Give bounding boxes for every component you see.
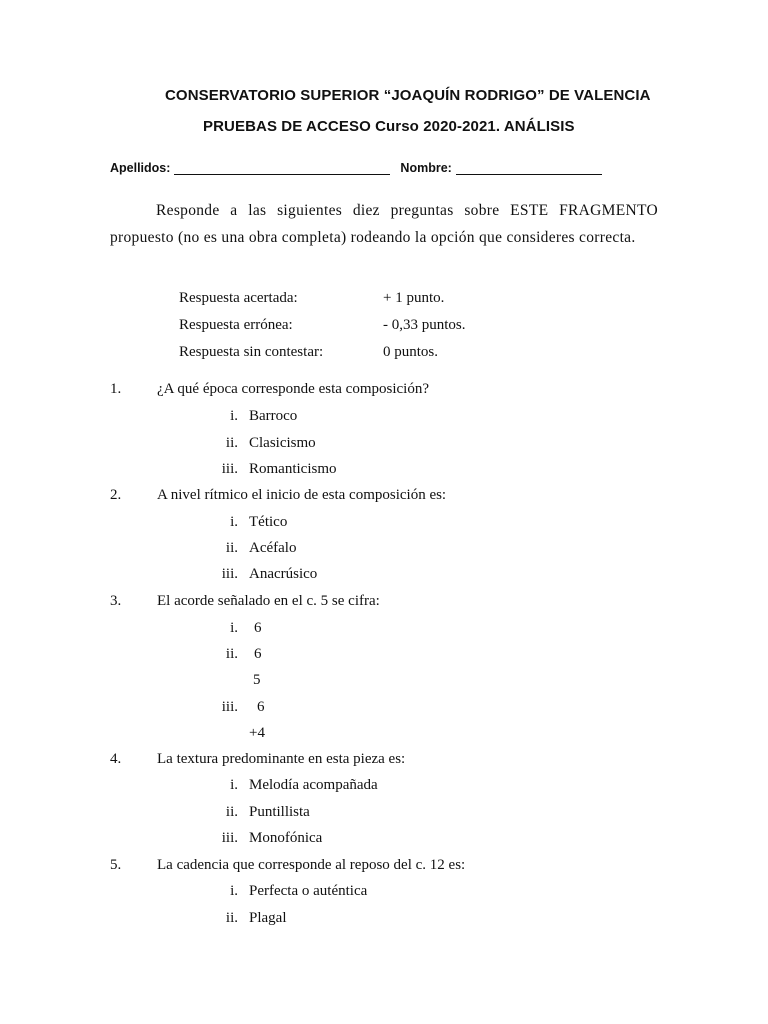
option-text: Barroco	[249, 408, 298, 424]
option-numeral: ii.	[225, 910, 238, 926]
option-text: Melodía acompañada	[249, 777, 378, 793]
option-text: Acéfalo	[249, 540, 297, 556]
question-text: ¿A qué época corresponde esta composición?	[157, 381, 429, 397]
option-numeral: iii.	[221, 830, 238, 846]
exam-title: PRUEBAS DE ACCESO Curso 2020-2021. ANÁLISIS	[203, 118, 575, 135]
scoring-label: Respuesta sin contestar:	[179, 344, 324, 360]
question-text: El acorde señalado en el c. 5 se cifra:	[157, 593, 380, 609]
apellidos-label: Apellidos:	[110, 161, 171, 175]
figured-bass-top: 6	[254, 620, 262, 636]
scoring-value: - 0,33 puntos.	[383, 317, 466, 333]
question-number: 2.	[110, 487, 122, 503]
option-numeral: ii.	[225, 435, 238, 451]
figured-bass-top: 6	[254, 646, 262, 662]
scoring-label: Respuesta errónea:	[179, 317, 293, 333]
option-text: Monofónica	[249, 830, 323, 846]
figured-bass-bottom: 5	[253, 672, 261, 688]
option-text: Anacrúsico	[249, 566, 318, 582]
option-text: Puntillista	[249, 804, 310, 820]
option-text: Tético	[249, 514, 288, 530]
option-numeral: iii.	[221, 461, 238, 477]
option-text: Plagal	[249, 910, 287, 926]
scoring-label: Respuesta acertada:	[179, 290, 298, 306]
option-numeral: i.	[230, 883, 238, 899]
option-numeral: i.	[230, 620, 238, 636]
question-number: 5.	[110, 857, 122, 873]
institution-title: CONSERVATORIO SUPERIOR “JOAQUÍN RODRIGO” DE VALENCIA	[165, 87, 651, 104]
nombre-field[interactable]	[456, 162, 602, 175]
option-text: Romanticismo	[249, 461, 337, 477]
option-numeral: i.	[230, 777, 238, 793]
question-text: A nivel rítmico el inicio de esta composición es:	[157, 487, 447, 503]
scoring-row	[179, 344, 439, 361]
student-fields	[110, 161, 602, 175]
scoring-value: 0 puntos.	[383, 344, 439, 360]
apellidos-field[interactable]	[174, 162, 390, 175]
question-number: 1.	[110, 381, 122, 397]
question-number: 3.	[110, 593, 122, 609]
nombre-label: Nombre:	[400, 161, 452, 175]
option-text: Perfecta o auténtica	[249, 883, 368, 899]
option-text: Clasicismo	[249, 435, 316, 451]
figured-bass-top: 6	[257, 699, 265, 715]
option-numeral: ii.	[225, 804, 238, 820]
option-numeral: iii.	[221, 566, 238, 582]
instructions-paragraph: Responde a las siguientes diez preguntas sobre ESTE FRAGMENTO propuesto (no es una obra completa) rodeando la opción que consideres correcta.	[110, 202, 658, 246]
question-text: La textura predominante en esta pieza es:	[157, 751, 406, 767]
scoring-row	[179, 317, 466, 334]
scoring-row	[179, 290, 445, 307]
option-numeral: ii.	[225, 540, 238, 556]
question-number: 4.	[110, 751, 122, 767]
option-numeral: ii.	[225, 646, 238, 662]
scoring-value: + 1 punto.	[383, 290, 445, 306]
figured-bass-bottom: +4	[249, 725, 265, 741]
option-numeral: iii.	[221, 699, 238, 715]
question-text: La cadencia que corresponde al reposo del c. 12 es:	[157, 857, 466, 873]
option-numeral: i.	[230, 408, 238, 424]
option-numeral: i.	[230, 514, 238, 530]
